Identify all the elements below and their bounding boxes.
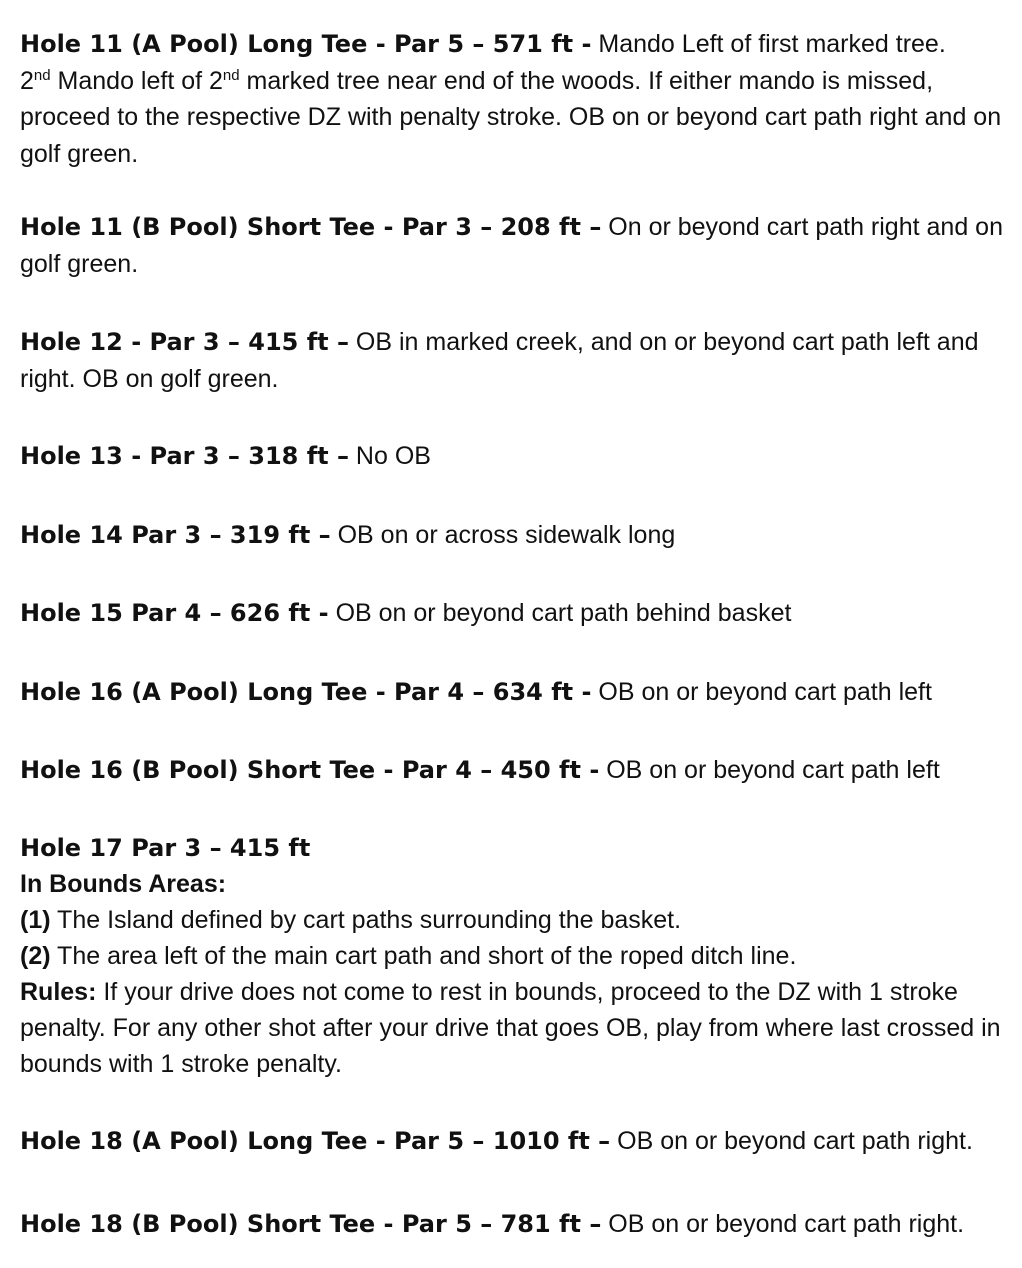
hole-13-text: No OB: [348, 442, 431, 470]
hole-18-b-pool-heading: Hole 18 (B Pool) Short Tee - Par 5 – 781 ft –: [20, 1210, 602, 1238]
hole-18-b-pool-text: OB on or beyond cart path right.: [601, 1210, 965, 1238]
in-bounds-area-2: [20, 938, 1005, 974]
hole-17-entry: [20, 830, 1005, 1082]
hole-11-b-pool-heading: Hole 11 (B Pool) Short Tee - Par 3 – 208 ft –: [20, 213, 602, 241]
hole-11-b-pool-entry: [20, 209, 1005, 282]
in-bounds-areas-label: In Bounds Areas:: [20, 869, 227, 898]
area-1-number: (1): [20, 905, 51, 934]
hole-16-a-pool-heading: Hole 16 (A Pool) Long Tee - Par 4 – 634 ft -: [20, 677, 592, 706]
course-rules-document: [20, 26, 1005, 1243]
hole-16-a-pool-text: OB on or beyond cart path left: [591, 677, 932, 706]
hole-11-a-pool-text-1: Mando Left of first marked tree.: [591, 30, 946, 58]
hole-18-b-pool-entry: [20, 1206, 1005, 1243]
hole-14-text: OB on or across sidewalk long: [330, 520, 676, 549]
hole-15-text: OB on or beyond cart path behind basket: [328, 599, 792, 627]
hole-12-entry: [20, 324, 1005, 397]
area-2-number: (2): [20, 941, 51, 970]
area-1-text: The Island defined by cart paths surrounding the basket.: [50, 905, 682, 934]
hole-11-a-pool-text-2b: Mando left of 2: [50, 66, 223, 95]
hole-15-entry: [20, 595, 1005, 632]
ordinal-suffix-1: nd: [33, 66, 51, 84]
hole-11-a-pool-entry: [20, 26, 1005, 172]
hole-14-heading: Hole 14 Par 3 – 319 ft –: [20, 520, 331, 549]
hole-16-a-pool-entry: [20, 674, 1005, 711]
hole-14-entry: [20, 517, 1005, 554]
hole-13-entry: [20, 438, 1005, 475]
hole-11-a-pool-heading: Hole 11 (A Pool) Long Tee - Par 5 – 571 ft -: [20, 30, 592, 58]
hole-11-b-pool-text: On or beyond cart path right and on golf green.: [20, 213, 1003, 278]
hole-17-rules: [20, 974, 1005, 1082]
hole-16-b-pool-text: OB on or beyond cart path left: [599, 756, 940, 784]
hole-13-heading: Hole 13 - Par 3 – 318 ft –: [20, 442, 349, 470]
area-2-text: The area left of the main cart path and short of the roped ditch line.: [50, 941, 797, 970]
rules-text: If your drive does not come to rest in bounds, proceed to the DZ with 1 stroke penalty. For any other shot after your drive that goes OB, play from where last crossed in bounds with 1 stroke penalty.: [20, 977, 1001, 1078]
hole-18-a-pool-text: OB on or beyond cart path right.: [610, 1126, 973, 1155]
ordinal-suffix-2: nd: [222, 66, 240, 84]
in-bounds-area-1: [20, 902, 1005, 938]
hole-16-b-pool-heading: Hole 16 (B Pool) Short Tee - Par 4 – 450 ft -: [20, 756, 600, 784]
rules-label: Rules:: [20, 977, 97, 1006]
hole-18-a-pool-heading: Hole 18 (A Pool) Long Tee - Par 5 – 1010 ft –: [20, 1126, 611, 1155]
hole-16-b-pool-entry: [20, 752, 1005, 789]
hole-11-a-pool-text-2a: 2: [20, 66, 34, 95]
hole-17-heading: Hole 17 Par 3 – 415 ft: [20, 833, 311, 862]
hole-12-heading: Hole 12 - Par 3 – 415 ft –: [20, 328, 349, 356]
hole-18-a-pool-entry: [20, 1123, 1005, 1160]
hole-12-text: OB in marked creek, and on or beyond cart path left and right. OB on golf green.: [20, 328, 979, 393]
hole-15-heading: Hole 15 Par 4 – 626 ft -: [20, 599, 329, 627]
hole-11-a-pool-text-2c: marked tree near end of the woods. If either mando is missed, proceed to the respective DZ with penalty stroke. OB on or beyond cart path right and on golf green.: [20, 66, 1002, 168]
